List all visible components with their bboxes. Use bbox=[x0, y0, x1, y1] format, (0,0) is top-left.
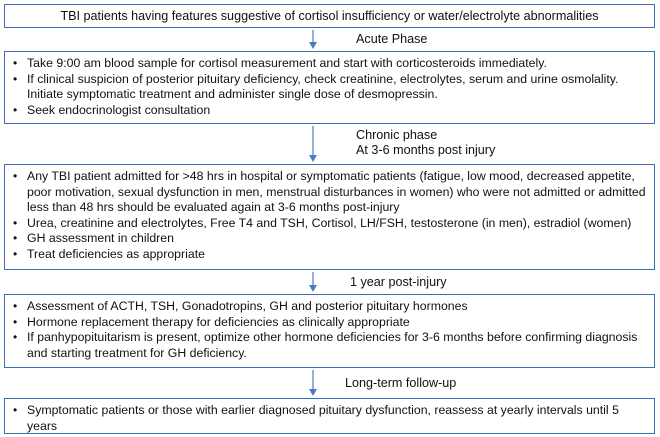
phase-label-1-year: 1 year post-injury bbox=[350, 275, 447, 289]
arrow-down-icon bbox=[308, 126, 318, 164]
list-item: • Assessment of ACTH, TSH, Gonadotropins, GH and posterior pituitary hormones bbox=[9, 299, 648, 315]
arrow-down-icon bbox=[308, 370, 318, 398]
phase-label-chronic bbox=[356, 128, 495, 158]
phase-label-line: At 3-6 months post injury bbox=[356, 143, 496, 157]
title-box bbox=[4, 4, 655, 28]
flowchart-title: TBI patients having features suggestive of cortisol insufficiency or water/electrolyte abnormalities bbox=[60, 9, 599, 23]
arrow-down-icon bbox=[308, 272, 318, 294]
one-year-box bbox=[4, 294, 655, 368]
long-term-box bbox=[4, 398, 655, 434]
list-item: • If panhypopituitarism is present, optimize other hormone deficiencies for 3-6 months before confirming diagnosis and starting treatment for GH deficiency. bbox=[9, 330, 648, 361]
phase-label-long-term: Long-term follow-up bbox=[345, 376, 457, 390]
list-item: • Urea, creatinine and electrolytes, Free T4 and TSH, Cortisol, LH/FSH, testosterone (in men), estradiol (women) bbox=[9, 216, 648, 232]
list-item: • Any TBI patient admitted for >48 hrs in hospital or symptomatic patients (fatigue, low mood, decreased appetite, poor motivation, sexual dysfunction in men, menstrual disturbances in women) who were not admitted or admitted less than 48 hrs should be evaluated again at 3-6 months post-injury bbox=[9, 169, 648, 216]
arrow-down-icon bbox=[308, 30, 318, 50]
chronic-phase-box bbox=[4, 164, 655, 270]
list-item: • GH assessment in children bbox=[9, 231, 648, 247]
list-item: • Treat deficiencies as appropriate bbox=[9, 247, 648, 263]
list-item: • Seek endocrinologist consultation bbox=[9, 103, 648, 119]
phase-label-acute: Acute Phase bbox=[356, 32, 428, 46]
list-item: • Symptomatic patients or those with earlier diagnosed pituitary dysfunction, reassess at yearly intervals until 5 years bbox=[9, 403, 648, 434]
phase-label-line: Chronic phase bbox=[356, 128, 438, 142]
acute-phase-box bbox=[4, 51, 655, 124]
list-item: • If clinical suspicion of posterior pituitary deficiency, check creatinine, electrolytes, serum and urine osmolality. Initiate symptomatic treatment and administer single dose of desmopressin. bbox=[9, 72, 648, 103]
list-item: • Take 9:00 am blood sample for cortisol measurement and start with corticosteroids immediately. bbox=[9, 56, 648, 72]
list-item: • Hormone replacement therapy for deficiencies as clinically appropriate bbox=[9, 315, 648, 331]
